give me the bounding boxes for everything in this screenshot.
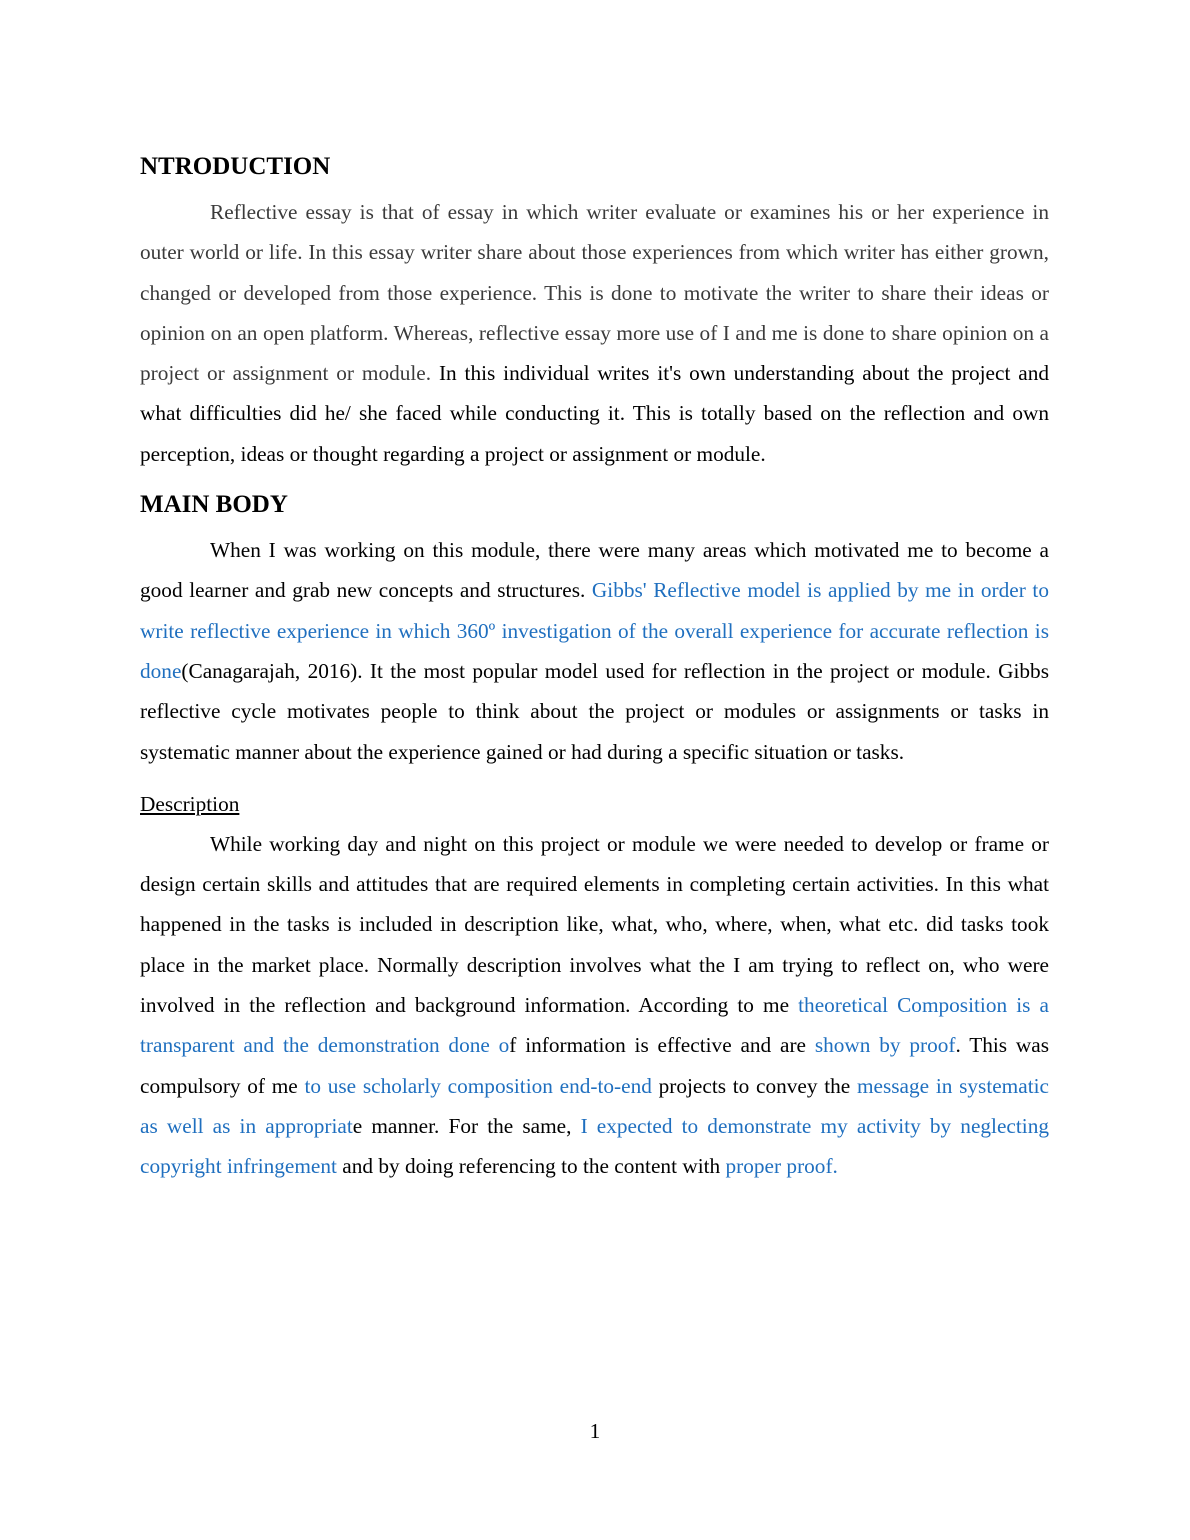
desc-highlight-1: theoretical Composition is a transparent and the demonstration done o	[140, 993, 1049, 1058]
desc-text-3: . This was compulsory of me	[140, 1033, 1049, 1098]
page-content	[140, 148, 1049, 1187]
desc-highlight-5: I expected to demonstrate my activity by neglecting copyright infringement	[140, 1113, 1049, 1179]
page-number: 1	[589, 1419, 601, 1443]
desc-text-2: f information is effective and are	[509, 1033, 815, 1058]
desc-text-4: projects to convey the	[651, 1073, 857, 1098]
desc-text-1: While working day and night on this project or module we were needed to develop or frame or design certain skills and attitudes that are required elements in completing certain activities. In this what happened in the tasks is included in description like, what, who, where, when, what etc. did tasks took place in the market place. Normally description involves what the I am trying to reflect on, who were involved in the reflection and background information. According to me	[140, 831, 1049, 1018]
main-body-paragraph	[140, 530, 1049, 772]
desc-highlight-4: message in systematic as well as in appropriat	[140, 1073, 1049, 1138]
desc-highlight-2: shown by proof	[814, 1033, 956, 1058]
desc-highlight-3: to use scholarly composition end-to-end	[304, 1073, 652, 1098]
description-heading: Description	[140, 791, 240, 816]
description-paragraph	[140, 824, 1049, 1187]
introduction-paragraph	[140, 192, 1049, 474]
main-text-highlight: Gibbs' Reflective model is applied by me in order to write reflective experience in which 360º investigation of the overall experience for accurate reflection is done	[140, 578, 1049, 683]
introduction-heading: NTRODUCTION	[140, 153, 331, 180]
desc-text-6: and by doing referencing to the content with	[336, 1154, 726, 1179]
desc-highlight-6: proper proof.	[725, 1154, 838, 1179]
intro-text-black: In this individual writes it's own understanding about the project and what difficulties did he/ she faced while conducting it. This is totally based on the reflection and own perception, ideas or thought regarding a project or assignment or module.	[140, 361, 1049, 466]
main-text-1: When I was working on this module, there were many areas which motivated me to become a good learner and grab new concepts and structures.	[140, 538, 1049, 603]
intro-text-grey: Reflective essay is that of essay in which writer evaluate or examines his or her experience in outer world or life. In this essay writer share about those experiences from which writer has either grown, changed or developed from those experience. This is done to motivate the writer to share their ideas or opinion on an open platform. Whereas, reflective essay more use of I and me is done to share opinion on a project or assignment or module.	[140, 200, 1049, 386]
main-body-heading: MAIN BODY	[140, 491, 288, 519]
main-text-2: (Canagarajah, 2016). It the most popular model used for reflection in the project or module. Gibbs reflective cycle motivates people to think about the project or modules or assignments or tasks in systematic manner about the experience gained or had during a specific situation or tasks.	[140, 658, 1049, 764]
desc-text-5: e manner. For the same,	[352, 1113, 581, 1138]
